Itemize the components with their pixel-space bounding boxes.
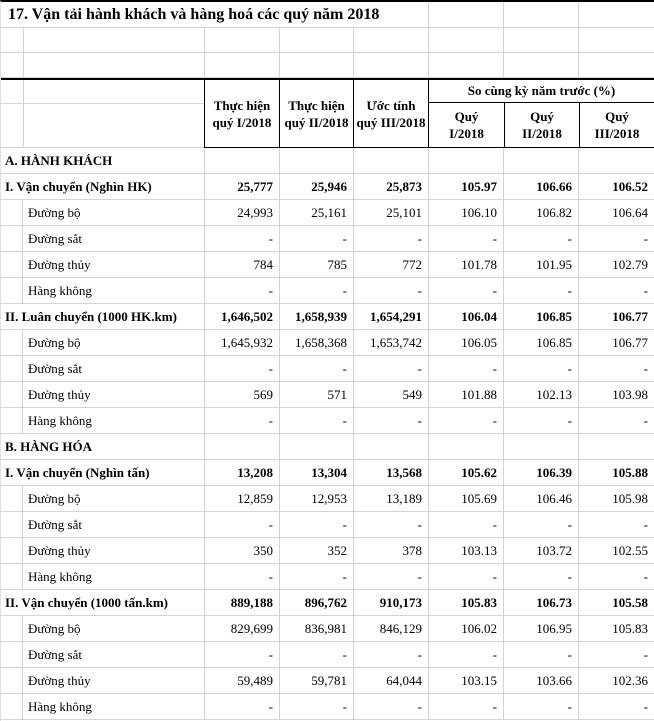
row-label-area	[1, 174, 204, 199]
indent-cell	[1, 512, 23, 537]
cell-value: 25,946	[279, 174, 353, 199]
cell-value: 569	[204, 382, 279, 407]
header-group-title: So cùng kỳ năm trước (%)	[429, 80, 654, 103]
row-label-area	[1, 200, 204, 225]
indent-cell	[1, 226, 23, 251]
cell-value: -	[353, 278, 428, 303]
column-header-line: quý III/2018	[356, 114, 426, 130]
row-label-area	[1, 668, 204, 693]
cell-value: 13,304	[279, 460, 353, 485]
cell-value: 101.78	[428, 252, 503, 277]
cell-value: -	[204, 642, 279, 667]
cell-value: -	[428, 408, 503, 433]
row-label: I. Vận chuyển (Nghìn HK)	[5, 178, 152, 194]
cell-value: -	[204, 226, 279, 251]
column-header-yoy-q3	[579, 103, 654, 148]
indent-cell	[1, 694, 23, 719]
indent-cell	[1, 486, 23, 511]
cell-value: 1,658,939	[279, 304, 353, 329]
cell-value: -	[204, 512, 279, 537]
grid-cell	[428, 2, 503, 27]
row-label-area	[1, 408, 204, 433]
table-row	[1, 538, 654, 564]
row-label: Đường bộ	[28, 334, 81, 350]
indent-cell	[1, 642, 23, 667]
table-row	[1, 434, 654, 460]
table-header	[1, 80, 654, 148]
cell-value: 106.82	[503, 200, 578, 225]
cell-value: -	[503, 512, 578, 537]
cell-value: -	[353, 564, 428, 589]
cell-value	[428, 434, 503, 459]
cell-value: 829,699	[204, 616, 279, 641]
grid-cell	[428, 28, 503, 52]
column-header-line: Thực hiện	[288, 97, 345, 113]
row-label-area	[1, 538, 204, 563]
cell-value: 25,777	[204, 174, 279, 199]
cell-value: 836,981	[279, 616, 353, 641]
cell-value: 106.05	[428, 330, 503, 355]
row-label: Đường thủy	[28, 256, 91, 272]
grid-cell	[23, 53, 204, 77]
grid-cell	[279, 53, 353, 77]
header-label-area	[1, 80, 204, 148]
indent-cell	[1, 668, 23, 693]
cell-value: 910,173	[353, 590, 428, 615]
indent-cell	[1, 564, 23, 589]
table-row	[1, 408, 654, 434]
row-label: Đường bộ	[28, 490, 81, 506]
cell-value: 25,873	[353, 174, 428, 199]
cell-value: -	[279, 408, 353, 433]
cell-value	[503, 148, 578, 173]
table-row	[1, 694, 654, 720]
cell-value: -	[204, 564, 279, 589]
cell-value: -	[503, 356, 578, 381]
row-label-area	[1, 278, 204, 303]
cell-value: -	[428, 694, 503, 719]
row-label: B. HÀNG HÓA	[5, 438, 93, 454]
cell-value: 106.39	[503, 460, 578, 485]
cell-value: 102.79	[578, 252, 654, 277]
cell-value: 13,568	[353, 460, 428, 485]
column-header-line: I/2018	[449, 126, 484, 141]
cell-value: 350	[204, 538, 279, 563]
cell-value: -	[353, 226, 428, 251]
cell-value: 103.15	[428, 668, 503, 693]
column-header-line: quý I/2018	[212, 114, 272, 130]
cell-value: 1,658,368	[279, 330, 353, 355]
table-row	[1, 460, 654, 486]
cell-value: 13,208	[204, 460, 279, 485]
table-row	[1, 382, 654, 408]
cell-value	[204, 148, 279, 173]
row-label: Đường sắt	[28, 646, 82, 662]
cell-value: 896,762	[279, 590, 353, 615]
cell-value: 846,129	[353, 616, 428, 641]
grid-line	[23, 80, 24, 147]
table-row	[1, 252, 654, 278]
row-label-area	[1, 226, 204, 251]
indent-cell	[1, 382, 23, 407]
header-subrow	[429, 103, 654, 148]
table-row	[1, 226, 654, 252]
cell-value: 106.04	[428, 304, 503, 329]
cell-value: 105.83	[428, 590, 503, 615]
table-row	[1, 590, 654, 616]
table-row	[1, 668, 654, 694]
cell-value: 105.88	[578, 460, 654, 485]
cell-value: 59,781	[279, 668, 353, 693]
cell-value: -	[578, 694, 654, 719]
table-row	[1, 200, 654, 226]
column-header-line: II/2018	[522, 126, 562, 141]
row-label: Đường thủy	[28, 542, 91, 558]
cell-value	[503, 434, 578, 459]
cell-value: -	[578, 564, 654, 589]
row-label: Đường sắt	[28, 230, 82, 246]
grid-line	[1, 103, 204, 104]
cell-value: 102.36	[578, 668, 654, 693]
cell-value: -	[578, 642, 654, 667]
cell-value: 352	[279, 538, 353, 563]
table-row	[1, 564, 654, 590]
cell-value: 101.88	[428, 382, 503, 407]
column-header-line: Thực hiện	[213, 97, 271, 113]
cell-value: 25,161	[279, 200, 353, 225]
cell-value: -	[428, 512, 503, 537]
cell-value	[578, 434, 654, 459]
cell-value: 784	[204, 252, 279, 277]
table-row	[1, 642, 654, 668]
cell-value: -	[353, 356, 428, 381]
row-label-area	[1, 460, 204, 485]
table-row	[1, 304, 654, 330]
table-row	[1, 148, 654, 174]
indent-cell	[1, 278, 23, 303]
cell-value: -	[279, 226, 353, 251]
grid-cell	[428, 53, 503, 77]
cell-value: 106.46	[503, 486, 578, 511]
cell-value: -	[204, 408, 279, 433]
cell-value: 106.77	[578, 304, 654, 329]
cell-value	[428, 148, 503, 173]
row-label-area	[1, 434, 204, 459]
table-row	[1, 616, 654, 642]
cell-value: -	[578, 512, 654, 537]
cell-value: 549	[353, 382, 428, 407]
row-label-area	[1, 694, 204, 719]
cell-value: -	[428, 564, 503, 589]
cell-value: -	[204, 356, 279, 381]
indent-cell	[1, 200, 23, 225]
empty-grid-row	[1, 53, 654, 78]
cell-value: -	[353, 512, 428, 537]
cell-value	[204, 434, 279, 459]
indent-cell	[1, 616, 23, 641]
row-label: Hàng không	[28, 698, 92, 714]
cell-value: 106.64	[578, 200, 654, 225]
row-label: Đường sắt	[28, 516, 82, 532]
column-header-line: Quý	[605, 109, 629, 124]
column-header-yoy-q2	[504, 103, 579, 148]
cell-value: 102.55	[578, 538, 654, 563]
cell-value: 571	[279, 382, 353, 407]
cell-value: 105.62	[428, 460, 503, 485]
row-label: Đường thủy	[28, 386, 91, 402]
column-header-line: Quý	[530, 109, 554, 124]
row-label-area	[1, 564, 204, 589]
column-header-line: Ước tính	[366, 97, 416, 113]
cell-value: 106.85	[503, 304, 578, 329]
row-label-area	[1, 356, 204, 381]
cell-value	[353, 148, 428, 173]
title-row	[1, 2, 654, 28]
cell-value: -	[503, 642, 578, 667]
cell-value: -	[428, 356, 503, 381]
cell-value: 785	[279, 252, 353, 277]
table-row	[1, 278, 654, 304]
cell-value: 103.98	[578, 382, 654, 407]
grid-cell	[204, 28, 279, 52]
column-header-q1-actual	[204, 80, 279, 148]
row-label-area	[1, 148, 204, 173]
cell-value: 105.83	[578, 616, 654, 641]
row-label-area	[1, 304, 204, 329]
grid-cell	[204, 53, 279, 77]
row-label: A. HÀNH KHÁCH	[5, 152, 113, 168]
cell-value: 25,101	[353, 200, 428, 225]
grid-cell	[503, 53, 578, 77]
table-row	[1, 174, 654, 200]
cell-value: 105.97	[428, 174, 503, 199]
grid-cell	[503, 28, 578, 52]
cell-value: 1,653,742	[353, 330, 428, 355]
row-label: Đường thủy	[28, 672, 91, 688]
cell-value: 59,489	[204, 668, 279, 693]
grid-cell	[1, 53, 23, 77]
page-title: 17. Vận tải hành khách và hàng hoá các quý năm 2018	[8, 5, 380, 23]
cell-value: 889,188	[204, 590, 279, 615]
grid-cell	[353, 28, 428, 52]
grid-cell	[503, 2, 578, 27]
grid-cell	[578, 2, 654, 27]
cell-value: -	[204, 278, 279, 303]
cell-value: 105.69	[428, 486, 503, 511]
row-label: Đường bộ	[28, 204, 81, 220]
cell-value: 106.77	[578, 330, 654, 355]
row-label: II. Vận chuyển (1000 tấn.km)	[5, 594, 169, 610]
grid-cell	[578, 28, 654, 52]
row-label: Hàng không	[28, 568, 92, 584]
column-header-line: Quý	[454, 109, 479, 124]
grid-cell	[279, 28, 353, 52]
table-row	[1, 356, 654, 382]
row-label-area	[1, 512, 204, 537]
cell-value: 1,654,291	[353, 304, 428, 329]
cell-value: -	[353, 642, 428, 667]
cell-value: 12,953	[279, 486, 353, 511]
cell-value: 64,044	[353, 668, 428, 693]
column-header-q3-estimate	[353, 80, 428, 148]
table-row	[1, 330, 654, 356]
cell-value: 378	[353, 538, 428, 563]
grid-cell	[578, 53, 654, 77]
cell-value: 106.52	[578, 174, 654, 199]
cell-value: 106.10	[428, 200, 503, 225]
column-header-line: III/2018	[594, 126, 640, 141]
indent-cell	[1, 330, 23, 355]
cell-value: -	[204, 694, 279, 719]
row-label: Hàng không	[28, 412, 92, 428]
row-label-area	[1, 382, 204, 407]
cell-value: 106.85	[503, 330, 578, 355]
row-label-area	[1, 616, 204, 641]
grid-cell	[1, 28, 23, 52]
cell-value: 13,189	[353, 486, 428, 511]
grid-cell	[353, 53, 428, 77]
cell-value: 106.66	[503, 174, 578, 199]
indent-cell	[1, 538, 23, 563]
cell-value: 105.98	[578, 486, 654, 511]
cell-value: -	[428, 226, 503, 251]
cell-value: 106.73	[503, 590, 578, 615]
cell-value: 102.13	[503, 382, 578, 407]
row-label-area	[1, 252, 204, 277]
cell-value: -	[578, 356, 654, 381]
table-body	[1, 148, 654, 720]
indent-cell	[1, 408, 23, 433]
cell-value: 105.58	[578, 590, 654, 615]
cell-value: -	[279, 564, 353, 589]
row-label: II. Luân chuyển (1000 HK.km)	[5, 308, 177, 324]
grid-cell	[23, 28, 204, 52]
cell-value: 106.95	[503, 616, 578, 641]
cell-value: -	[578, 408, 654, 433]
cell-value: 103.72	[503, 538, 578, 563]
cell-value: 1,646,502	[204, 304, 279, 329]
cell-value: -	[503, 226, 578, 251]
cell-value: -	[279, 356, 353, 381]
cell-value: -	[279, 512, 353, 537]
row-label-area	[1, 642, 204, 667]
cell-value: -	[503, 408, 578, 433]
cell-value: 12,859	[204, 486, 279, 511]
indent-cell	[1, 252, 23, 277]
cell-value: 24,993	[204, 200, 279, 225]
cell-value: 103.13	[428, 538, 503, 563]
row-label-area	[1, 486, 204, 511]
header-group-yoy	[428, 80, 654, 148]
column-header-q2-actual	[279, 80, 353, 148]
row-label: I. Vận chuyển (Nghìn tấn)	[5, 464, 150, 480]
cell-value: -	[503, 278, 578, 303]
cell-value: 1,645,932	[204, 330, 279, 355]
cell-value	[279, 434, 353, 459]
cell-value: -	[428, 278, 503, 303]
row-label: Đường bộ	[28, 620, 81, 636]
cell-value	[578, 148, 654, 173]
cell-value	[279, 148, 353, 173]
cell-value: -	[279, 642, 353, 667]
cell-value: 103.66	[503, 668, 578, 693]
row-label: Đường sắt	[28, 360, 82, 376]
cell-value: -	[353, 408, 428, 433]
column-header-yoy-q1	[429, 103, 504, 148]
row-label-area	[1, 330, 204, 355]
cell-value: -	[428, 642, 503, 667]
cell-value: -	[353, 694, 428, 719]
empty-grid-row	[1, 28, 654, 53]
table-row	[1, 512, 654, 538]
column-header-line: quý II/2018	[284, 114, 349, 130]
cell-value: -	[578, 278, 654, 303]
cell-value: -	[503, 564, 578, 589]
cell-value: 101.95	[503, 252, 578, 277]
cell-value: -	[503, 694, 578, 719]
cell-value: -	[578, 226, 654, 251]
cell-value: -	[279, 278, 353, 303]
cell-value: 106.02	[428, 616, 503, 641]
table-row	[1, 486, 654, 512]
indent-cell	[1, 356, 23, 381]
cell-value: 772	[353, 252, 428, 277]
row-label-area	[1, 590, 204, 615]
cell-value: -	[279, 694, 353, 719]
row-label: Hàng không	[28, 282, 92, 298]
cell-value	[353, 434, 428, 459]
